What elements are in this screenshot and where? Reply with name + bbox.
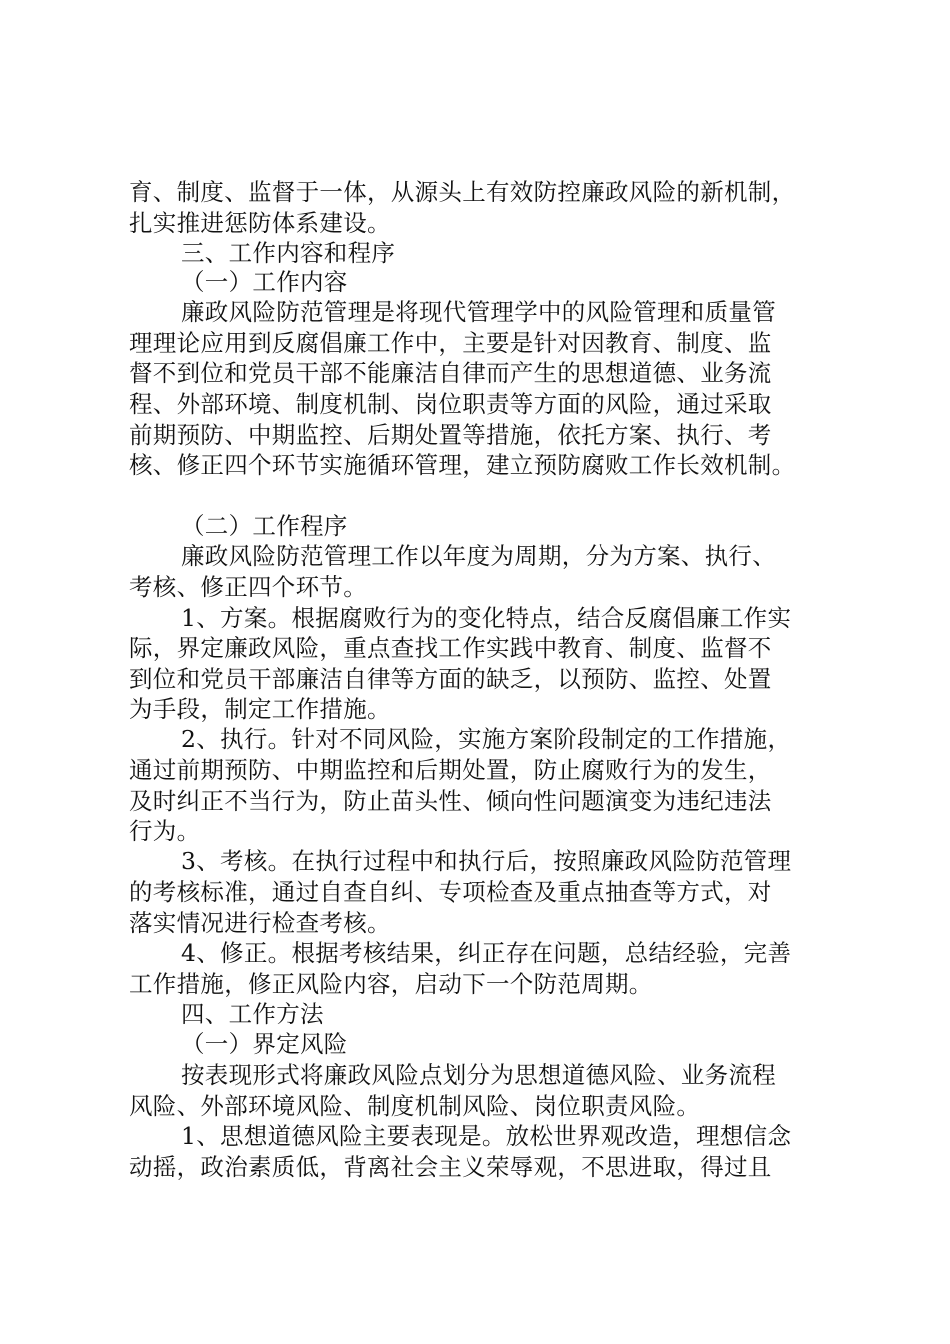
text-line: 1、思想道德风险主要表现是。放松世界观改造，理想信念 (181, 1122, 792, 1150)
text-line: 3、考核。在执行过程中和执行后，按照廉政风险防范管理 (181, 847, 792, 875)
text-line: 按表现形式将廉政风险点划分为思想道德风险、业务流程 (181, 1061, 776, 1089)
subsection-heading: （一）工作内容 (181, 268, 348, 296)
text-line: 督不到位和党员干部不能廉洁自律而产生的思想道德、业务流 (129, 359, 772, 387)
text-line: 到位和党员干部廉洁自律等方面的缺乏，以预防、监控、处置 (129, 665, 772, 693)
text-line: 廉政风险防范管理工作以年度为周期，分为方案、执行、 (181, 542, 776, 570)
subsection-heading: （一）界定风险 (181, 1030, 348, 1058)
text-line: 考核、修正四个环节。 (129, 573, 367, 601)
text-line: 落实情况进行检查考核。 (129, 909, 391, 937)
text-line: 程、外部环境、制度机制、岗位职责等方面的风险，通过采取 (129, 390, 772, 418)
text-line: 为手段，制定工作措施。 (129, 695, 391, 723)
text-line: 理理论应用到反腐倡廉工作中，主要是针对因教育、制度、监 (129, 329, 772, 357)
text-line: 前期预防、中期监控、后期处置等措施，依托方案、执行、考 (129, 421, 772, 449)
section-heading: 三、工作内容和程序 (181, 239, 396, 267)
text-line: 通过前期预防、中期监控和后期处置，防止腐败行为的发生， (129, 756, 772, 784)
subsection-heading: （二）工作程序 (181, 512, 348, 540)
text-line: 2、执行。针对不同风险，实施方案阶段制定的工作措施， (181, 725, 792, 753)
text-line: 行为。 (129, 817, 201, 845)
text-line: 4、修正。根据考核结果，纠正存在问题，总结经验，完善 (181, 939, 792, 967)
text-line: 核、修正四个环节实施循环管理，建立预防腐败工作长效机制。 (129, 451, 796, 479)
text-line: 育、制度、监督于一体，从源头上有效防控廉政风险的新机制， (129, 178, 796, 206)
text-line: 动摇，政治素质低，背离社会主义荣辱观，不思进取，得过且 (129, 1153, 772, 1181)
text-line: 1、方案。根据腐败行为的变化特点，结合反腐倡廉工作实 (181, 604, 792, 632)
text-line: 的考核标准，通过自查自纠、专项检查及重点抽查等方式，对 (129, 878, 772, 906)
text-line: 工作措施，修正风险内容，启动下一个防范周期。 (129, 970, 653, 998)
text-line: 廉政风险防范管理是将现代管理学中的风险管理和质量管 (181, 298, 776, 326)
text-line: 扎实推进惩防体系建设。 (129, 209, 391, 237)
text-line: 风险、外部环境风险、制度机制风险、岗位职责风险。 (129, 1092, 701, 1120)
text-line: 及时纠正不当行为，防止苗头性、倾向性问题演变为违纪违法 (129, 787, 772, 815)
section-heading: 四、工作方法 (181, 1000, 324, 1028)
text-line: 际，界定廉政风险，重点查找工作实践中教育、制度、监督不 (129, 634, 772, 662)
